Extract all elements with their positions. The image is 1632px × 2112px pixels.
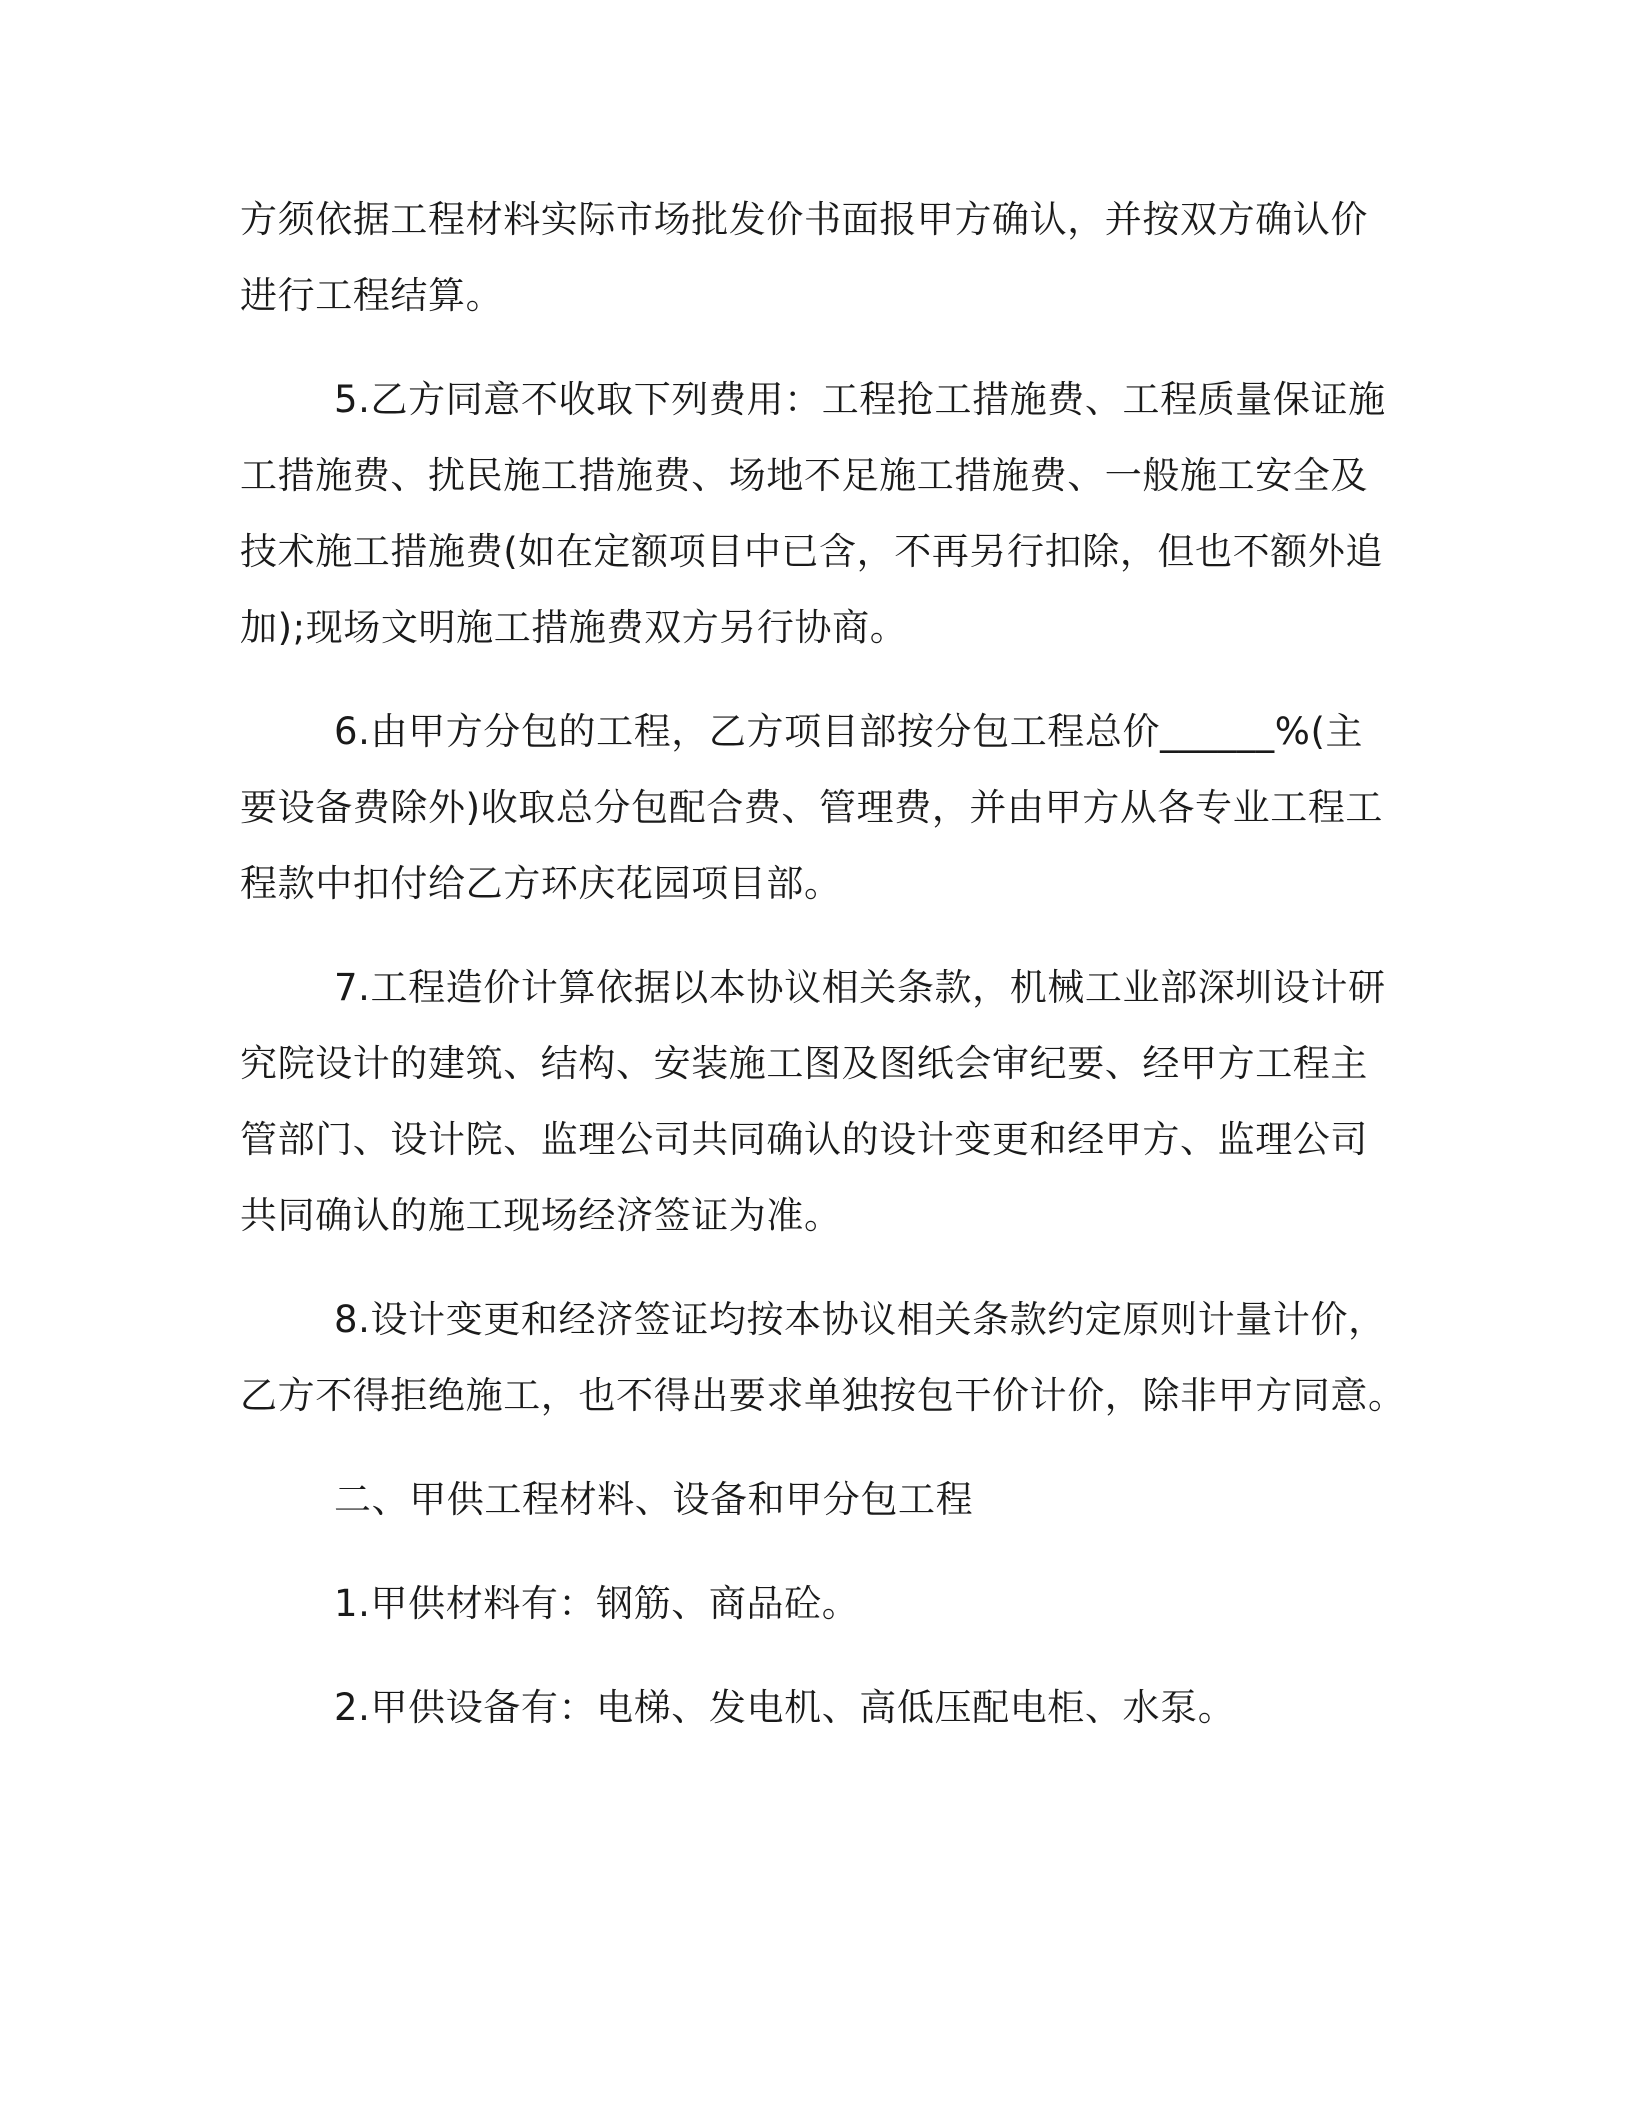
- text-line: 乙方不得拒绝施工，也不得出要求单独按包干价计价，除非甲方同意。: [240, 1374, 1406, 1417]
- paragraph-clause-8: [240, 1282, 1406, 1434]
- paragraph-item-1: [240, 1566, 1390, 1642]
- text-line: 要设备费除外)收取总分包配合费、管理费，并由甲方从各专业工程工: [240, 786, 1384, 829]
- text-line: 程款中扣付给乙方环庆花园项目部。: [240, 862, 842, 905]
- text-line: 1.甲供材料有：钢筋、商品砼。: [334, 1582, 860, 1625]
- text-line: 8.设计变更和经济签证均按本协议相关条款约定原则计量计价，: [334, 1298, 1386, 1341]
- text-line: 共同确认的施工现场经济签证为准。: [240, 1194, 842, 1237]
- paragraph-item-2: [240, 1670, 1390, 1746]
- text-line: 2.甲供设备有：电梯、发电机、高低压配电柜、水泵。: [334, 1686, 1236, 1729]
- text-line: 技术施工措施费(如在定额项目中已含，不再另行扣除，但也不额外追: [240, 530, 1384, 573]
- text-line: 管部门、设计院、监理公司共同确认的设计变更和经甲方、监理公司: [240, 1118, 1368, 1161]
- text-line: 加);现场文明施工措施费双方另行协商。: [240, 606, 908, 649]
- text-line: 究院设计的建筑、结构、安装施工图及图纸会审纪要、经甲方工程主: [240, 1042, 1368, 1085]
- paragraph-continuation: [240, 182, 1390, 334]
- text-line: 进行工程结算。: [240, 274, 504, 317]
- heading-line: 二、甲供工程材料、设备和甲分包工程: [334, 1478, 974, 1521]
- text-line: 方须依据工程材料实际市场批发价书面报甲方确认，并按双方确认价: [240, 198, 1368, 241]
- paragraph-clause-7: [240, 950, 1390, 1254]
- text-line: 7.工程造价计算依据以本协议相关条款，机械工业部深圳设计研: [334, 966, 1386, 1009]
- paragraph-clause-5: [240, 362, 1390, 666]
- text-line: 6.由甲方分包的工程，乙方项目部按分包工程总价______%(主: [334, 710, 1364, 753]
- text-line: 工措施费、扰民施工措施费、场地不足施工措施费、一般施工安全及: [240, 454, 1368, 497]
- document-body: [240, 182, 1406, 1774]
- paragraph-clause-6: [240, 694, 1390, 922]
- section-heading: [240, 1462, 1390, 1538]
- text-line: 5.乙方同意不收取下列费用：工程抢工措施费、工程质量保证施: [334, 378, 1386, 421]
